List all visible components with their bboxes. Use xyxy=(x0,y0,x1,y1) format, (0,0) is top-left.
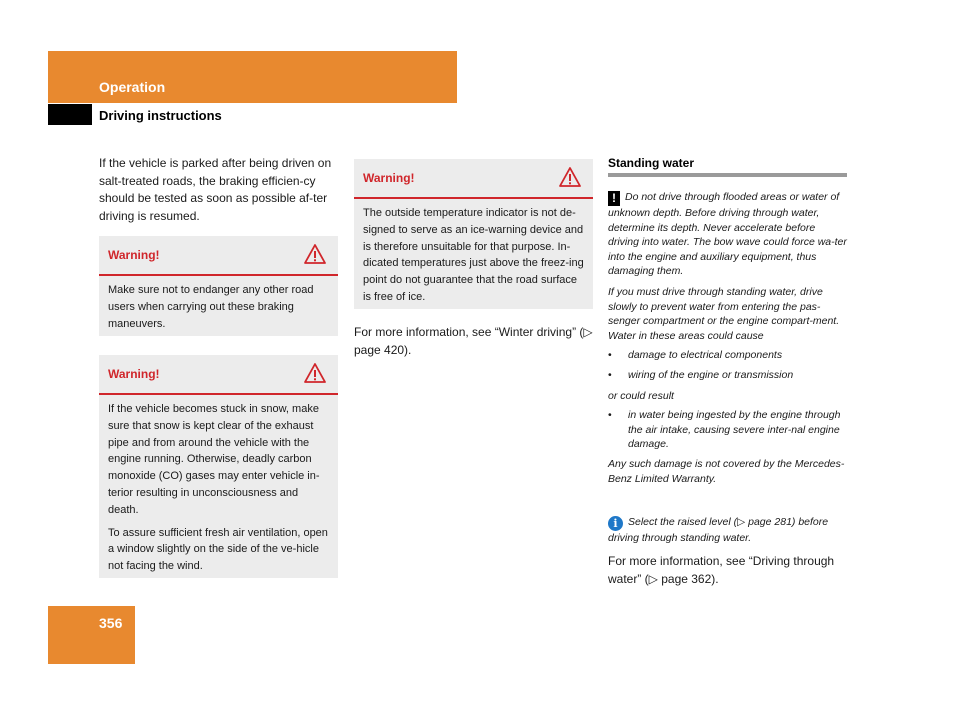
header-bar xyxy=(48,51,457,103)
warning-box-temperature xyxy=(354,159,593,309)
header-tab-marker xyxy=(48,104,92,125)
warning-label: Warning! xyxy=(363,171,415,185)
warning-label: Warning! xyxy=(108,367,160,381)
warning-text xyxy=(99,395,338,587)
warning-text: Make sure not to endanger any other road users when carrying out these braking maneuvers. xyxy=(108,284,314,330)
braking-intro-text: If the vehicle is parked after being driven on salt-treated roads, the braking efficien-cy should be tested as soon as possible af-ter driving is resumed. xyxy=(99,156,332,223)
warning-triangle-icon xyxy=(304,244,326,264)
warning-triangle-icon xyxy=(559,167,581,187)
list-item-text: in water being ingested by the engine through the air intake, causing severe inter-nal engine damage. xyxy=(628,409,841,451)
caution-text: Do not drive through flooded areas or water of unknown depth. Before driving through water, determine its depth. Never accelerate before driving into water. The bow wave could force wa-ter into the engine and auxiliary equipment, thus damaging them. xyxy=(608,191,847,278)
section-title: Operation xyxy=(99,79,166,95)
info-icon: i xyxy=(608,516,623,531)
winter-driving-reference: For more information, see “Winter driving” (▷ page 420). xyxy=(354,325,593,357)
warning-text: The outside temperature indicator is not de-signed to serve as an ice-warning device and is therefore unsuitable for that purpose. In-dicated temperatures just above the freez-ing point do not guarantee that the road surface is free of ice. xyxy=(363,207,584,303)
if-must-drive-text: If you must drive through standing water, drive slowly to prevent water from entering the pas-senger compartment or the engine compart-ment. xyxy=(608,286,840,328)
title-rule xyxy=(608,173,847,177)
list-item: • wiring of the engine or transmission xyxy=(608,368,794,381)
info-text: Select the raised level (▷ page 281) before driving through standing water. xyxy=(608,516,829,544)
list-item-text: damage to electrical components xyxy=(628,349,783,362)
warning-header xyxy=(99,236,338,276)
warning-label: Warning! xyxy=(108,248,160,262)
standing-water-title: Standing water xyxy=(608,156,695,170)
list-item-text: wiring of the engine or transmission xyxy=(628,368,794,381)
warning-box-snow xyxy=(99,355,338,578)
or-result-text: or could result xyxy=(608,389,674,402)
subsection-title: Driving instructions xyxy=(99,108,222,123)
list-item: • damage to electrical components xyxy=(608,349,783,362)
standing-water-details xyxy=(608,285,848,486)
exclamation-icon: ! xyxy=(608,191,620,206)
info-note xyxy=(608,515,848,546)
caution-note xyxy=(608,190,848,279)
warning-paragraph: To assure sufficient fresh air ventilation, open a window slightly on the side of the ve-hicle not facing the wind. xyxy=(108,526,328,573)
warning-triangle-icon xyxy=(304,363,326,383)
warning-header xyxy=(354,159,593,199)
warranty-text: Any such damage is not covered by the Mercedes-Benz Limited Warranty. xyxy=(608,457,845,485)
warning-box-braking xyxy=(99,236,338,336)
list-item: • in water being ingested by the engine through the air intake, causing severe inter-nal engine damage. xyxy=(608,409,841,451)
water-cause-text: Water in these areas could cause xyxy=(608,329,764,342)
page-number: 356 xyxy=(99,615,123,631)
warning-paragraph: If the vehicle becomes stuck in snow, make sure that snow is kept clear of the exhaust pipe and from around the vehicle with the engine running. Otherwise, deadly carbon monoxide (CO) gases may enter vehicle in-terior resulting in unconsciousness and death. xyxy=(108,403,320,516)
warning-header xyxy=(99,355,338,395)
driving-through-water-reference: For more information, see “Driving through water” (▷ page 362). xyxy=(608,554,835,586)
